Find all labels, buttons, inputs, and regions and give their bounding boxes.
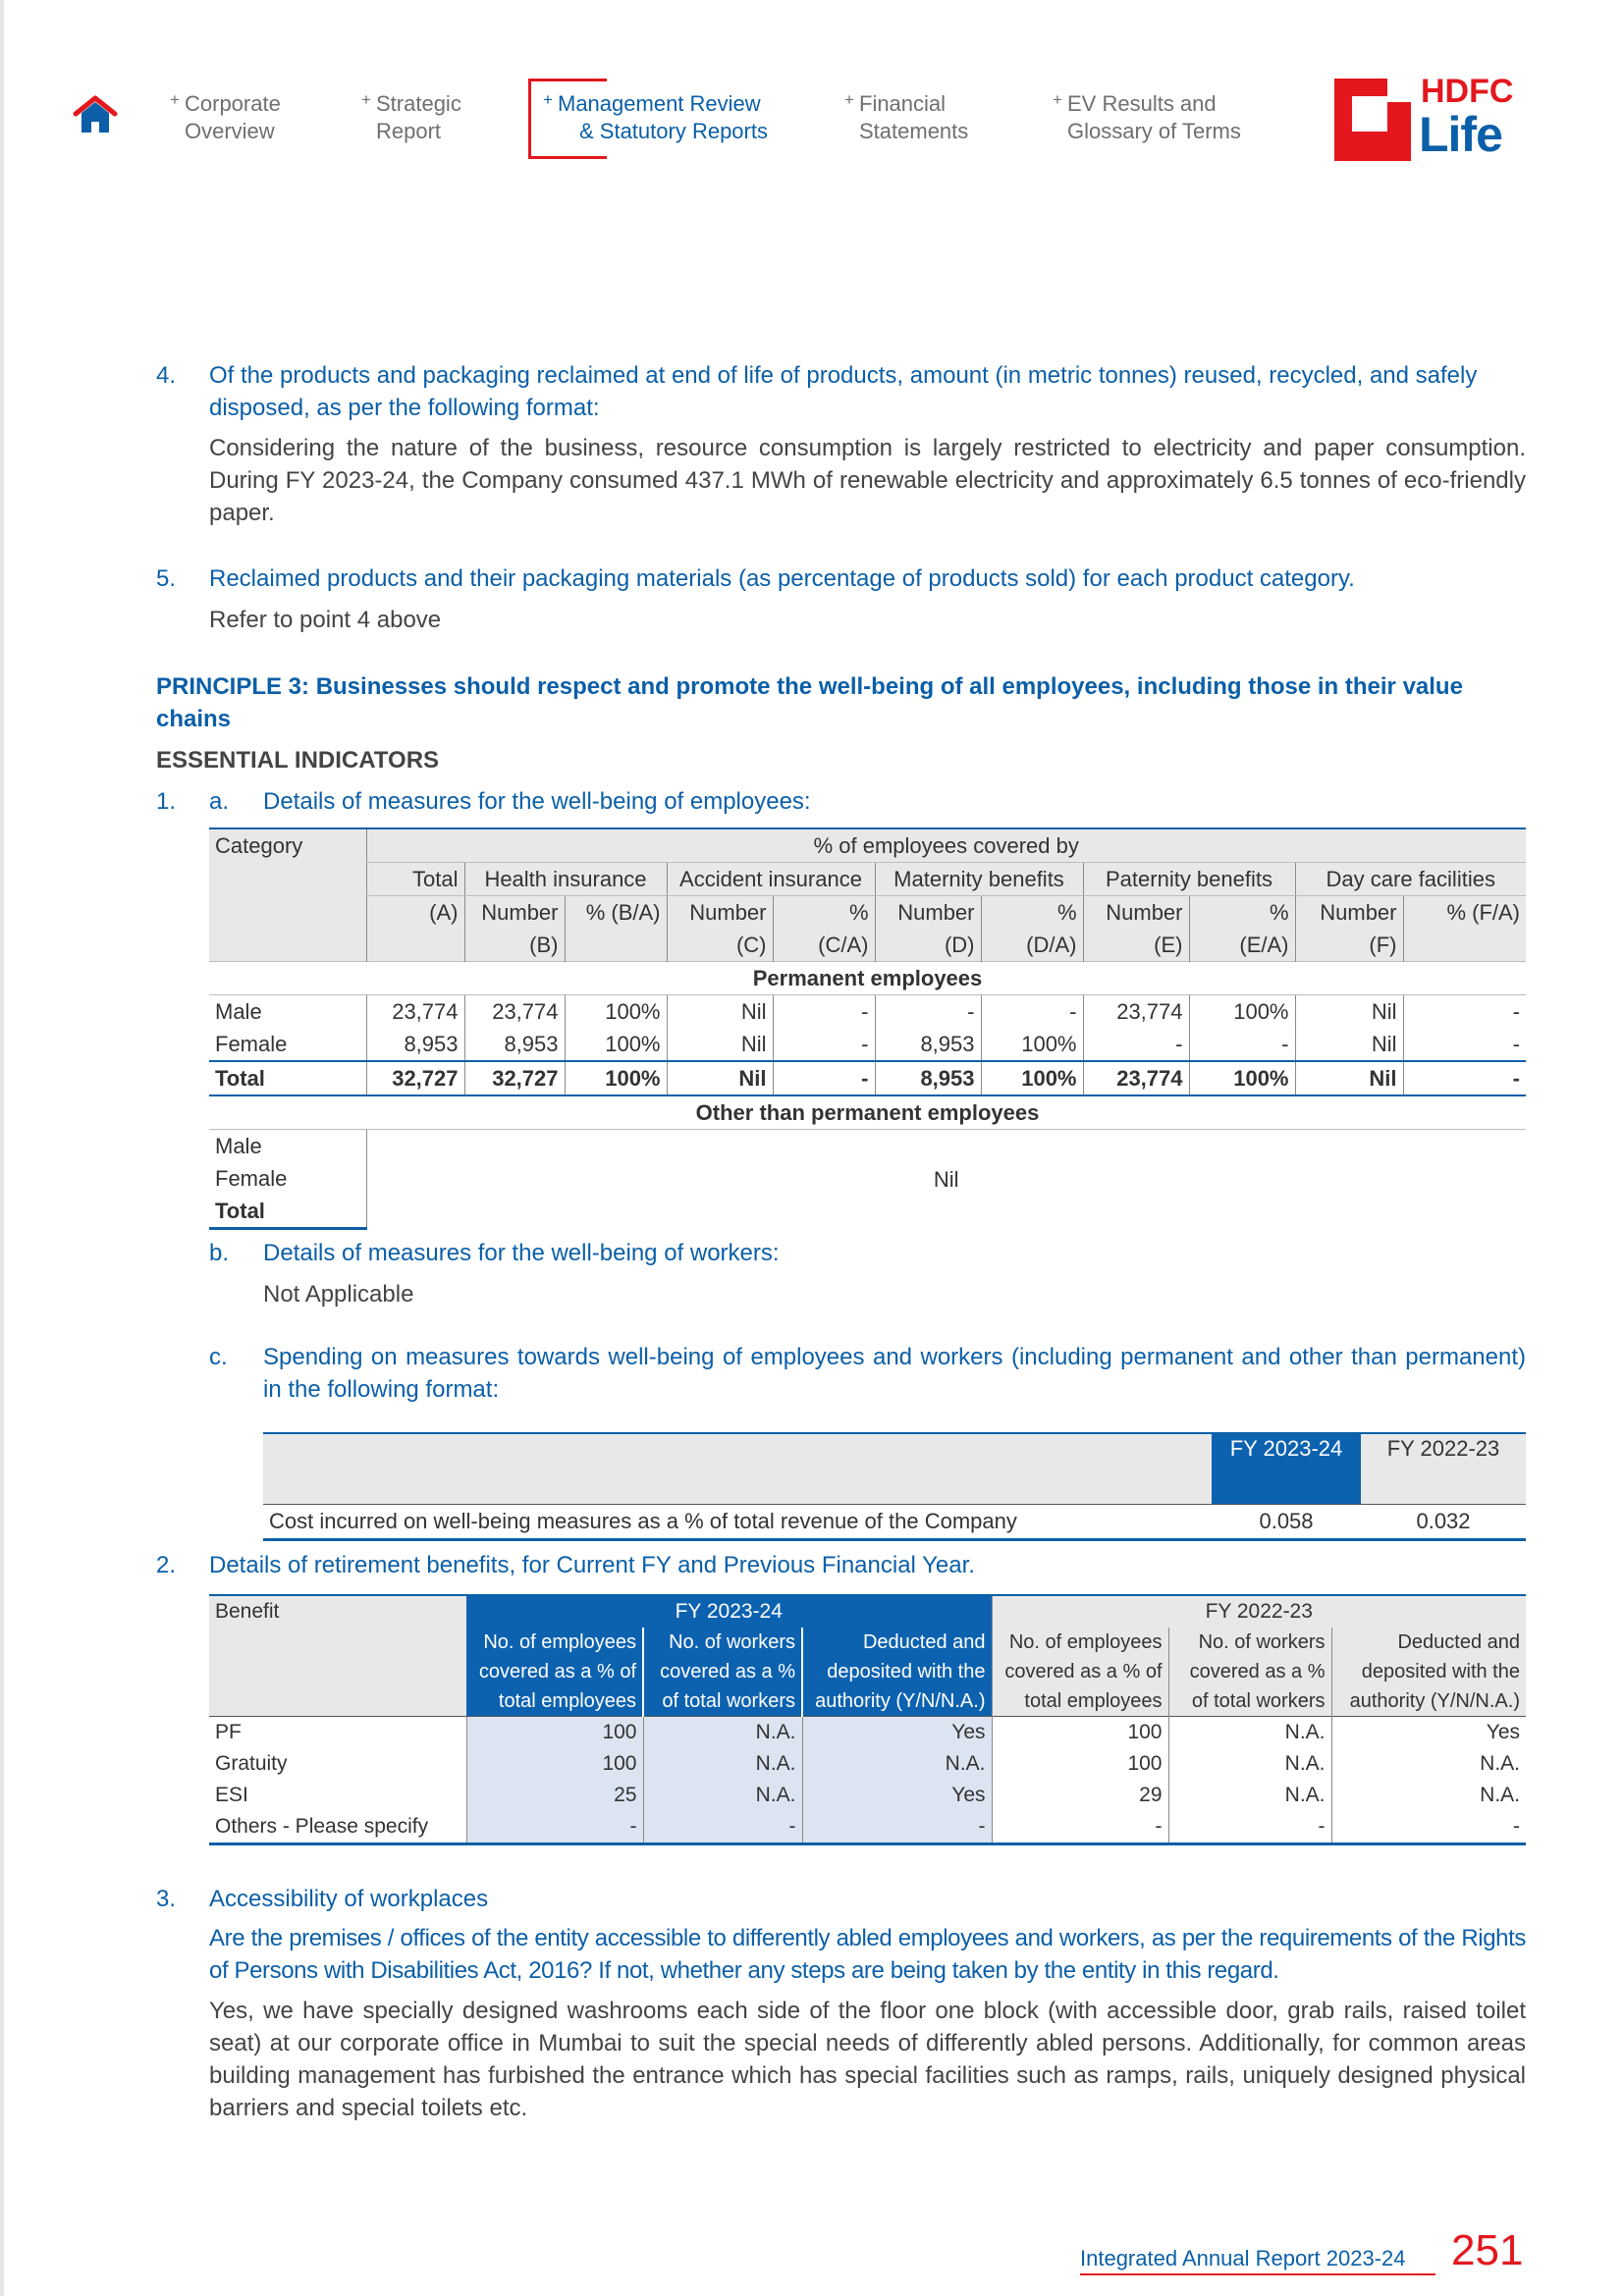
q3-number: 3. [156, 1886, 177, 1912]
employee-wellbeing-table [209, 828, 1526, 1230]
principle-heading: PRINCIPLE 3: Businesses should respect and promote the well-being of all employees, including those in their value chains [156, 673, 1463, 732]
table1-header-row-1 [209, 828, 1526, 863]
workers-covered-header-fy24: No. of workers covered as a % of total workers [643, 1628, 802, 1717]
table1-header-row-2 [209, 863, 1526, 896]
page-edge [0, 0, 4, 2296]
q1-number: 1. [156, 788, 177, 815]
hdfc-life-logo: HDFC Life [1334, 73, 1531, 161]
code-e-a: (E/A) [1189, 929, 1295, 962]
daycare-number-header: Number [1295, 896, 1403, 930]
deducted-header-fy23: Deducted and deposited with the authority (Y/N/N.A.) [1331, 1628, 1526, 1717]
nav-strategic-report[interactable]: + Strategic Report [361, 90, 461, 143]
code-c: (C) [667, 929, 773, 962]
nav-active-frame-bottom [528, 156, 607, 159]
category-header: Category [209, 828, 366, 962]
code-d-a: (D/A) [981, 929, 1083, 962]
q4-question: Of the products and packaging reclaimed at end of life of products, amount (in metric tonnes) reused, recycled, and safely disposed, as per the following format: [209, 362, 1478, 421]
table1-header-row-3 [209, 896, 1526, 930]
q5-number: 5. [156, 565, 177, 592]
wellbeing-spending-table [263, 1432, 1526, 1541]
q1b-answer: Not Applicable [263, 1281, 414, 1308]
q2-number: 2. [156, 1552, 177, 1578]
covered-by-header: % of employees covered by [366, 828, 1526, 863]
q4-number: 4. [156, 362, 177, 389]
section-other-label: Other than permanent employees [209, 1095, 1526, 1130]
paternity-header: Paternity benefits [1083, 863, 1295, 896]
deducted-header-fy24: Deducted and deposited with the authority (Y/N/N.A.) [802, 1628, 992, 1717]
health-pct-header: % (B/A) [565, 896, 667, 930]
q3-title: Accessibility of workplaces [209, 1886, 489, 1912]
q4-answer: Considering the nature of the business, resource consumption is largely restricted to electricity and paper consumption. During FY 2023-24, the Company consumed 437.1 MWh of renewable electricity and approximately 6.5 tonnes of eco-friendly paper. [209, 435, 1526, 526]
fy2023-24-header: FY 2023-24 [1212, 1433, 1361, 1504]
section-permanent-label: Permanent employees [209, 962, 1526, 995]
paternity-pct-header: % [1189, 896, 1295, 930]
table-row: Male 23,774 23,774 100% Nil - - - 23,774 100% Nil - [209, 995, 1526, 1029]
report-title: Integrated Annual Report 2023-24 [1080, 2246, 1406, 2270]
q1c-question: Spending on measures towards well-being of employees and workers (including permanent and other than permanent) in the following format: [263, 1344, 1526, 1403]
footer-underline [1080, 2273, 1435, 2275]
q1b-question: Details of measures for the well-being of workers: [263, 1240, 780, 1266]
logo-mark [1334, 79, 1411, 161]
nav-ev-results[interactable]: + EV Results and Glossary of Terms [1053, 90, 1241, 143]
accident-insurance-header: Accident insurance [667, 863, 875, 896]
benefit-header: Benefit [209, 1595, 466, 1717]
q5-answer: Refer to point 4 above [209, 607, 442, 633]
maternity-pct-header: % [981, 896, 1083, 930]
workers-covered-header-fy23: No. of workers covered as a % of total workers [1168, 1628, 1331, 1717]
home-icon[interactable] [73, 94, 118, 135]
nav-active-frame-top [528, 79, 607, 81]
day-care-header: Day care facilities [1295, 863, 1526, 896]
table-row-total: Total [209, 1195, 1526, 1229]
table-row: PF 100 N.A. Yes 100 N.A. Yes [209, 1717, 1526, 1749]
table2-header-row [263, 1433, 1526, 1504]
code-c-a: (C/A) [773, 929, 875, 962]
total-code: (A) [366, 896, 464, 930]
table-row: Female 8,953 8,953 100% Nil - 8,953 100% - - Nil - [209, 1028, 1526, 1061]
other-nil-value: Nil [366, 1130, 1526, 1229]
q2-question: Details of retirement benefits, for Current FY and Previous Financial Year. [209, 1552, 975, 1578]
total-header: Total [366, 863, 464, 896]
table3-header-row-1 [209, 1595, 1526, 1628]
employees-covered-header-fy23: No. of employees covered as a % of total employees [992, 1628, 1168, 1717]
health-insurance-header: Health insurance [464, 863, 667, 896]
health-number-header: Number [464, 896, 565, 930]
section-other [209, 1095, 1526, 1130]
page-number: 251 [1451, 2226, 1524, 2274]
table-row: ESI 25 N.A. Yes 29 N.A. N.A. [209, 1780, 1526, 1811]
table-row: Male Nil [209, 1130, 1526, 1163]
essential-indicators-heading: ESSENTIAL INDICATORS [156, 747, 440, 774]
table-row: Cost incurred on well-being measures as a % of total revenue of the Company 0.058 0.032 [263, 1504, 1526, 1539]
accident-pct-header: % [773, 896, 875, 930]
daycare-pct-header: % (F/A) [1403, 896, 1526, 930]
q1c-letter: c. [209, 1344, 228, 1370]
nav-active-frame-left [528, 79, 531, 159]
fy2022-23-group-header: FY 2022-23 [992, 1595, 1526, 1628]
nav-management-review[interactable]: + Management Review & Statutory Reports [543, 90, 768, 143]
q5-question: Reclaimed products and their packaging materials (as percentage of products sold) for each product category. [209, 565, 1355, 592]
retirement-benefits-table [209, 1594, 1526, 1845]
q3-answer: Yes, we have specially designed washrooms each side of the floor one block (with accessible door, grab rails, raised toilet seat) at our corporate office in Mumbai to suit the special needs of differently abled persons. Additionally, for common areas building management has furbished the entrance which has special facilities such as ramps, rails, uniquely designed physical barriers and special toilets etc. [209, 1998, 1526, 2121]
maternity-header: Maternity benefits [875, 863, 1083, 896]
code-d: (D) [875, 929, 981, 962]
paternity-number-header: Number [1083, 896, 1189, 930]
table-row-total: Total 32,727 32,727 100% Nil - 8,953 100% 23,774 100% Nil - [209, 1061, 1526, 1095]
q1a-letter: a. [209, 788, 230, 815]
q3-question: Are the premises / offices of the entity accessible to differently abled employees and workers, as per the requirements of the Rights of Persons with Disabilities Act, 2016? If not, whether any steps are being taken by the entity in this regard. [209, 1925, 1526, 1984]
q1a-question: Details of measures for the well-being of employees: [263, 788, 811, 815]
code-b: (B) [464, 929, 565, 962]
employees-covered-header-fy24: No. of employees covered as a % of total employees [466, 1628, 643, 1717]
table-row: Others - Please specify - - - - - - [209, 1811, 1526, 1844]
code-e: (E) [1083, 929, 1189, 962]
code-f: (F) [1295, 929, 1403, 962]
section-permanent [209, 962, 1526, 995]
table-row: Gratuity 100 N.A. N.A. 100 N.A. N.A. [209, 1748, 1526, 1780]
fy2023-24-group-header: FY 2023-24 [466, 1595, 992, 1628]
q1b-letter: b. [209, 1240, 230, 1266]
table1-header-row-4 [209, 929, 1526, 962]
nav-financial-statements[interactable]: + Financial Statements [844, 90, 969, 143]
nav-corporate-overview[interactable]: + Corporate Overview [170, 90, 281, 143]
table-row: Female [215, 1166, 288, 1191]
maternity-number-header: Number [875, 896, 981, 930]
accident-number-header: Number [667, 896, 773, 930]
fy2022-23-header: FY 2022-23 [1361, 1433, 1526, 1504]
